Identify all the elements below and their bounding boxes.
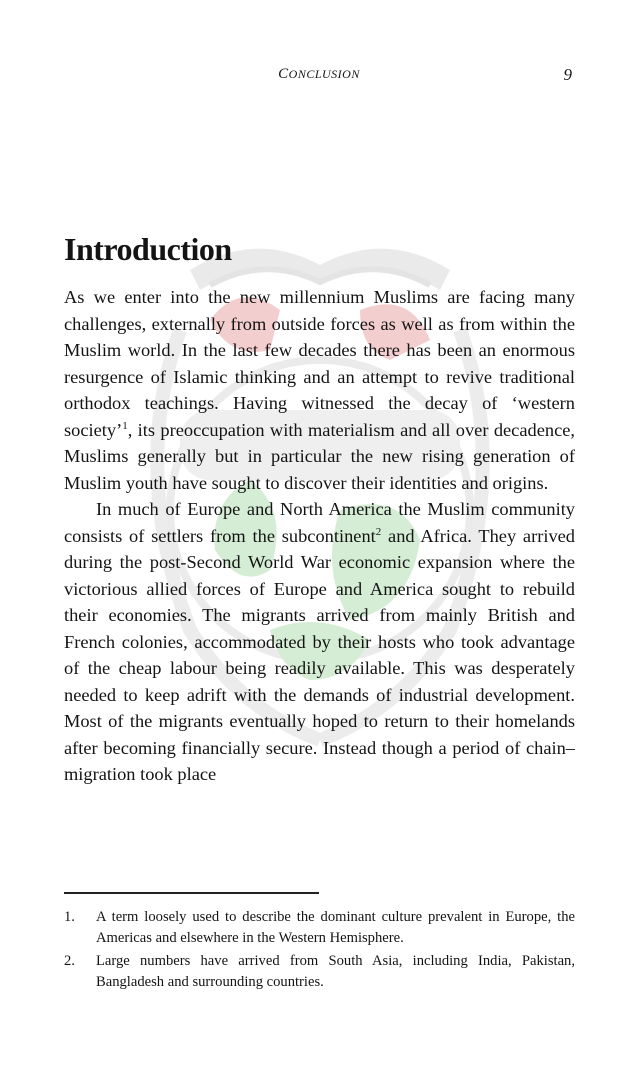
footnote-divider xyxy=(64,892,319,894)
footnotes xyxy=(64,907,575,995)
footnote-ref: 1 xyxy=(122,419,128,432)
paragraph: In much of Europe and North America the Muslim community consists of settlers from the subcontinent$^2$ and Africa. They arrived during the post-Second World War economic expansion where the victorious allied forces of Europe and America sought to rebuild their economies. The migrants arrived from mainly British and French colonies, accommodated by their hosts who took advantage of the cheap labour being readily available. This was desperately needed to keep adrift with the demands of industrial development. Most of the migrants eventually hoped to return to their homelands after becoming financially secure. Instead though a period of chain–migration took place xyxy=(64,499,575,784)
footnote-number: 1. xyxy=(64,909,75,925)
footnote xyxy=(64,951,575,993)
footnote-number: 2. xyxy=(64,953,75,969)
section-heading: Introduction xyxy=(64,231,232,267)
paragraph: As we enter into the new millennium Muslims are facing many challenges, externally from outside forces as well as from within the Muslim world. In the last few decades there has been an enormous resurgence of Islamic thinking and an attempt to revive traditional orthodox teachings. Having witnessed the decay of ‘western society’$^1$, its preoccupation with materialism and all over decadence, Muslims generally but in particular the new rising generation of Muslim youth have sought to discover their identities and origins. xyxy=(64,287,575,493)
footnote xyxy=(64,907,575,949)
running-head-title: CONCLUSION xyxy=(278,66,360,82)
running-head xyxy=(64,66,574,88)
page-number: 9 xyxy=(563,65,572,84)
footnote-text: A term loosely used to describe the dominant culture prevalent in Europe, the Americas and elsewhere in the Western Hemisphere. xyxy=(96,909,575,946)
footnote-ref: 2 xyxy=(375,525,382,538)
body-text xyxy=(64,284,575,788)
footnote-text: Large numbers have arrived from South Asia, including India, Pakistan, Bangladesh and surrounding countries. xyxy=(96,953,575,990)
